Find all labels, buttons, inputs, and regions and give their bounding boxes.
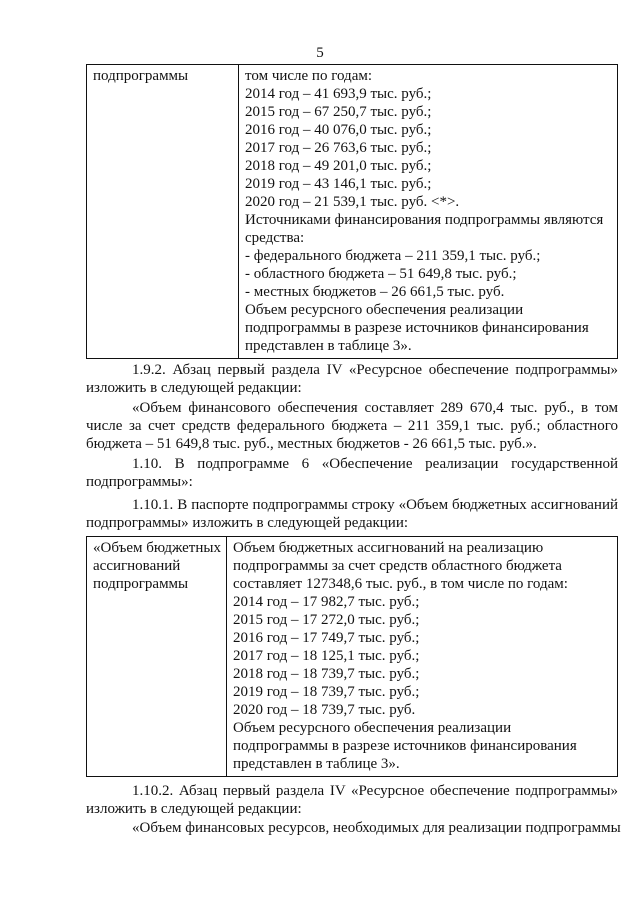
t2-line: 2017 год – 18 125,1 тыс. руб.; [233,648,420,664]
budget-allocation-table [86,536,618,777]
t1-line: 2014 год – 41 693,9 тыс. руб.; [245,86,432,102]
row-value-cell [239,65,618,359]
passport-table-continued [86,64,618,359]
paragraph-1-10-2: 1.10.2. Абзац первый раздела IV «Ресурсное обеспечение подпрограммы» изложить в следующей редакции: [86,783,618,817]
row-label-cell [87,65,239,359]
t2-line: 2014 год – 17 982,7 тыс. руб.; [233,594,420,610]
row-label-line: подпрограммы [93,576,189,592]
t2-line: подпрограммы в разрезе источников финансирования [233,738,577,754]
table-row [87,65,618,359]
t1-line: 2018 год – 49 201,0 тыс. руб.; [245,158,432,174]
paragraph-quote-2: «Объем финансовых ресурсов, необходимых для реализации подпрограммы [132,820,621,836]
t1-line: Источниками финансирования подпрограммы являются [245,212,604,228]
row-label-line: ассигнований [93,558,181,574]
page-number: 5 [316,45,324,61]
t2-line: составляет 127348,6 тыс. руб., в том числе по годам: [233,576,568,592]
paragraph-quote-1: «Объем финансового обеспечения составляет 289 670,4 тыс. руб., в том числе за счет средств федерального бюджета – 211 359,1 тыс. руб.; областного бюджета – 51 649,8 тыс. руб., местных бюджетов - 26 661,5 тыс. руб.». [86,400,618,452]
t1-line: Объем ресурсного обеспечения реализации [245,302,524,318]
t1-line: 2017 год – 26 763,6 тыс. руб.; [245,140,432,156]
t1-line: представлен в таблице 3». [245,338,412,354]
t2-line: Объем ресурсного обеспечения реализации [233,720,512,736]
row-value-cell [227,537,618,777]
t1-line: 2015 год – 67 250,7 тыс. руб.; [245,104,432,120]
paragraph-1-10: 1.10. В подпрограмме 6 «Обеспечение реализации государственной подпрограммы»: [86,456,618,490]
t2-line: Объем бюджетных ассигнований на реализацию [233,540,544,556]
row-label-cell [87,537,227,777]
t1-line: 2019 год – 43 146,1 тыс. руб.; [245,176,432,192]
t1-line: подпрограммы в разрезе источников финансирования [245,320,589,336]
t2-line: представлен в таблице 3». [233,756,400,772]
row-label-line: «Объем бюджетных [93,540,221,556]
t1-line: - федерального бюджета – 211 359,1 тыс. руб.; [245,248,541,264]
t2-line: 2015 год – 17 272,0 тыс. руб.; [233,612,420,628]
t1-line: том числе по годам: [245,68,373,84]
table-row [87,537,618,777]
t1-line: - местных бюджетов – 26 661,5 тыс. руб. [245,284,505,300]
row-label: подпрограммы [93,68,189,84]
t1-line: 2016 год – 40 076,0 тыс. руб.; [245,122,432,138]
t2-line: 2019 год – 18 739,7 тыс. руб.; [233,684,420,700]
t2-line: подпрограммы за счет средств областного бюджета [233,558,562,574]
t1-line: - областного бюджета – 51 649,8 тыс. руб.; [245,266,517,282]
t2-line: 2016 год – 17 749,7 тыс. руб.; [233,630,420,646]
t2-line: 2018 год – 18 739,7 тыс. руб.; [233,666,420,682]
paragraph-1-10-1: 1.10.1. В паспорте подпрограммы строку «Объем бюджетных ассигнований подпрограммы» изложить в следующей редакции: [86,497,618,531]
t2-line: 2020 год – 18 739,7 тыс. руб. [233,702,416,718]
t1-line: 2020 год – 21 539,1 тыс. руб. <*>. [245,194,460,210]
t1-line: средства: [245,230,305,246]
paragraph-1-9-2: 1.9.2. Абзац первый раздела IV «Ресурсное обеспечение подпрограммы» изложить в следующей редакции: [86,362,618,396]
